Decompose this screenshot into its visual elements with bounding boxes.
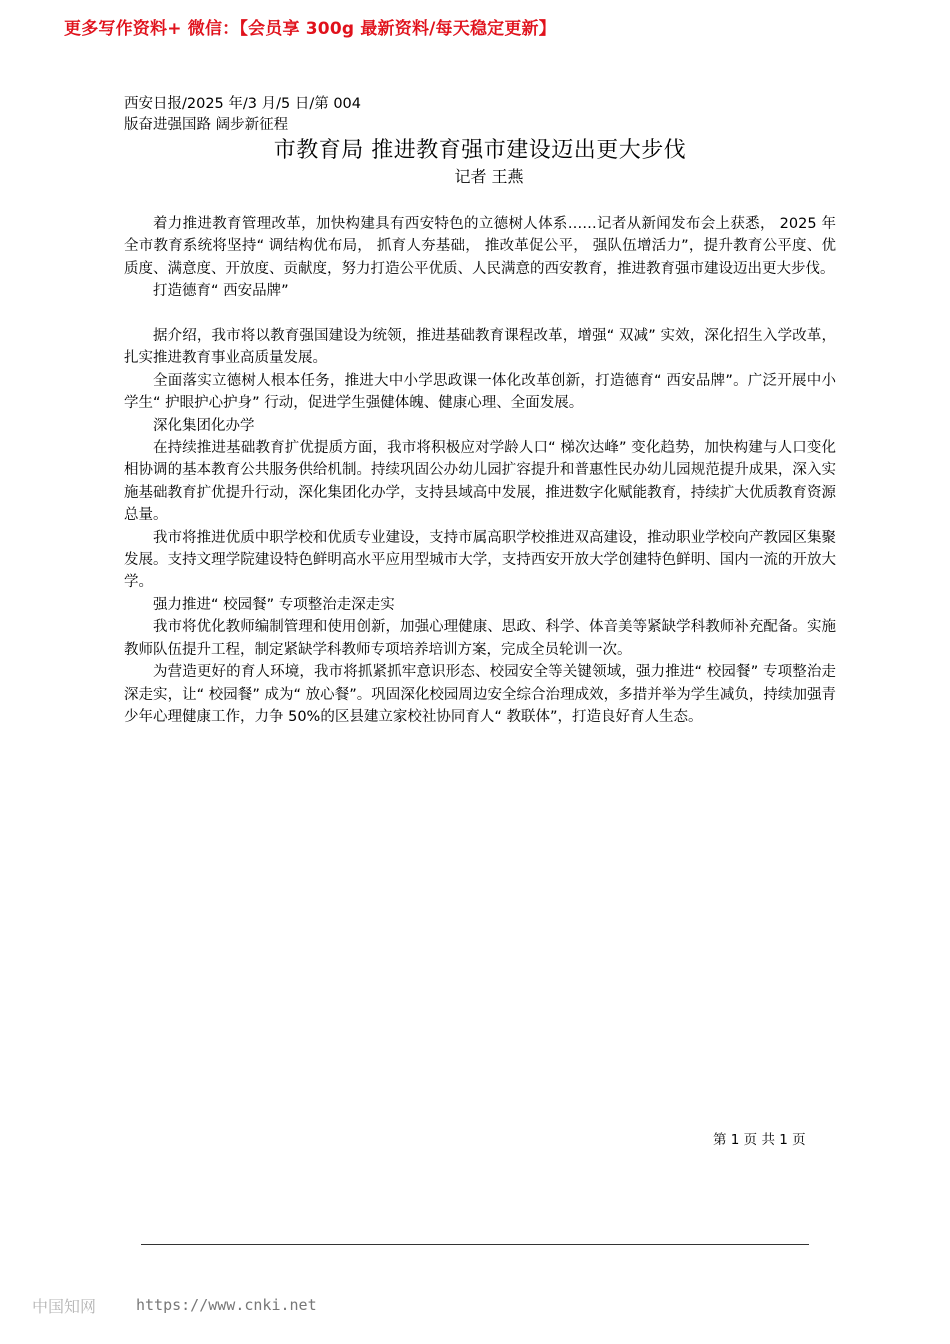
column-line: 版奋进强国路 阔步新征程 [124,117,289,133]
article-author: 记者 王燕 [454,167,524,186]
paragraph: 在持续推进基础教育扩优提质方面，我市将积极应对学龄人口“ 梯次达峰” 变化趋势，加快构建与人口变化相协调的基本教育公共服务供给机制。持续巩固公办幼儿园扩容提升和普惠性民办幼儿园规范提升成果，深入实施基础教育扩优提升行动，深化集团化办学，支持县域高中发展，推进数字化赋能教育，持续扩大优质教育资源总量。 [124,440,836,524]
article-title: 市教育局 推进教育强市建设迈出更大步伐 [273,138,687,163]
footer-brand-logo: 中国知网 [32,1297,97,1316]
section-heading: 打造德育“ 西安品牌” [153,283,289,300]
page-number: 第 1 页 共 1 页 [713,1132,806,1148]
footer-url-link[interactable]: https://www.cnki.net [136,1296,317,1314]
footer-divider [141,1244,809,1245]
source-line: 西安日报/2025 年/3 月/5 日/第 004 [124,96,362,112]
section-heading: 强力推进“ 校园餐” 专项整治走深走实 [153,596,395,613]
article-page [124,94,836,728]
paragraph: 我市将优化教师编制管理和使用创新，加强心理健康、思政、科学、体音美等紧缺学科教师补充配备。实施教师队伍提升工程，制定紧缺学科教师专项培养培训方案，完成全员轮训一次。 [124,619,836,658]
paragraph: 全面落实立德树人根本任务，推进大中小学思政课一体化改革创新，打造德育“ 西安品牌”。广泛开展中小学生“ 护眼护心护身” 行动，促进学生强健体魄、健康心理、全面发展。 [124,372,836,412]
paragraph: 为营造更好的育人环境，我市将抓紧抓牢意识形态、校园安全等关键领域，强力推进“ 校园餐” 专项整治走深走实，让“ 校园餐” 成为“ 放心餐”。巩固深化校园周边安全综合治理成效，多措并举为学生减负，持续加强青少年心理健康工作，力争 50%的区县建立家校社协同育人“ 教联体”，打造良好育人生态。 [124,664,836,725]
section-heading: 深化集团化办学 [153,417,255,434]
paragraph: 着力推进教育管理改革，加快构建具有西安特色的立德树人体系……记者从新闻发布会上获悉， 2025 年全市教育系统将坚持“ 调结构优布局， 抓育人夯基础， 推改革促公平， 强队伍增活力”，提升教育公平度、优质度、满意度、开放度、贡献度，努力打造公平优质、人民满意的西安教育，推进教育强市建设迈出更大步伐。 [124,216,836,277]
article-body [124,213,836,728]
paragraph: 据介绍，我市将以教育强国建设为统领，推进基础教育课程改革，增强“ 双减” 实效，深化招生入学改革，扎实推进教育事业高质量发展。 [124,328,836,367]
promo-banner: 更多写作资料+ 微信：【会员享 300g 最新资料/每天稳定更新】 [64,19,556,39]
blank-line [124,303,836,325]
paragraph: 我市将推进优质中职学校和优质专业建设，支持市属高职学校推进双高建设，推动职业学校向产教园区集聚发展。支持文理学院建设特色鲜明高水平应用型城市大学，支持西安开放大学创建特色鲜明、国内一流的开放大学。 [124,529,836,591]
